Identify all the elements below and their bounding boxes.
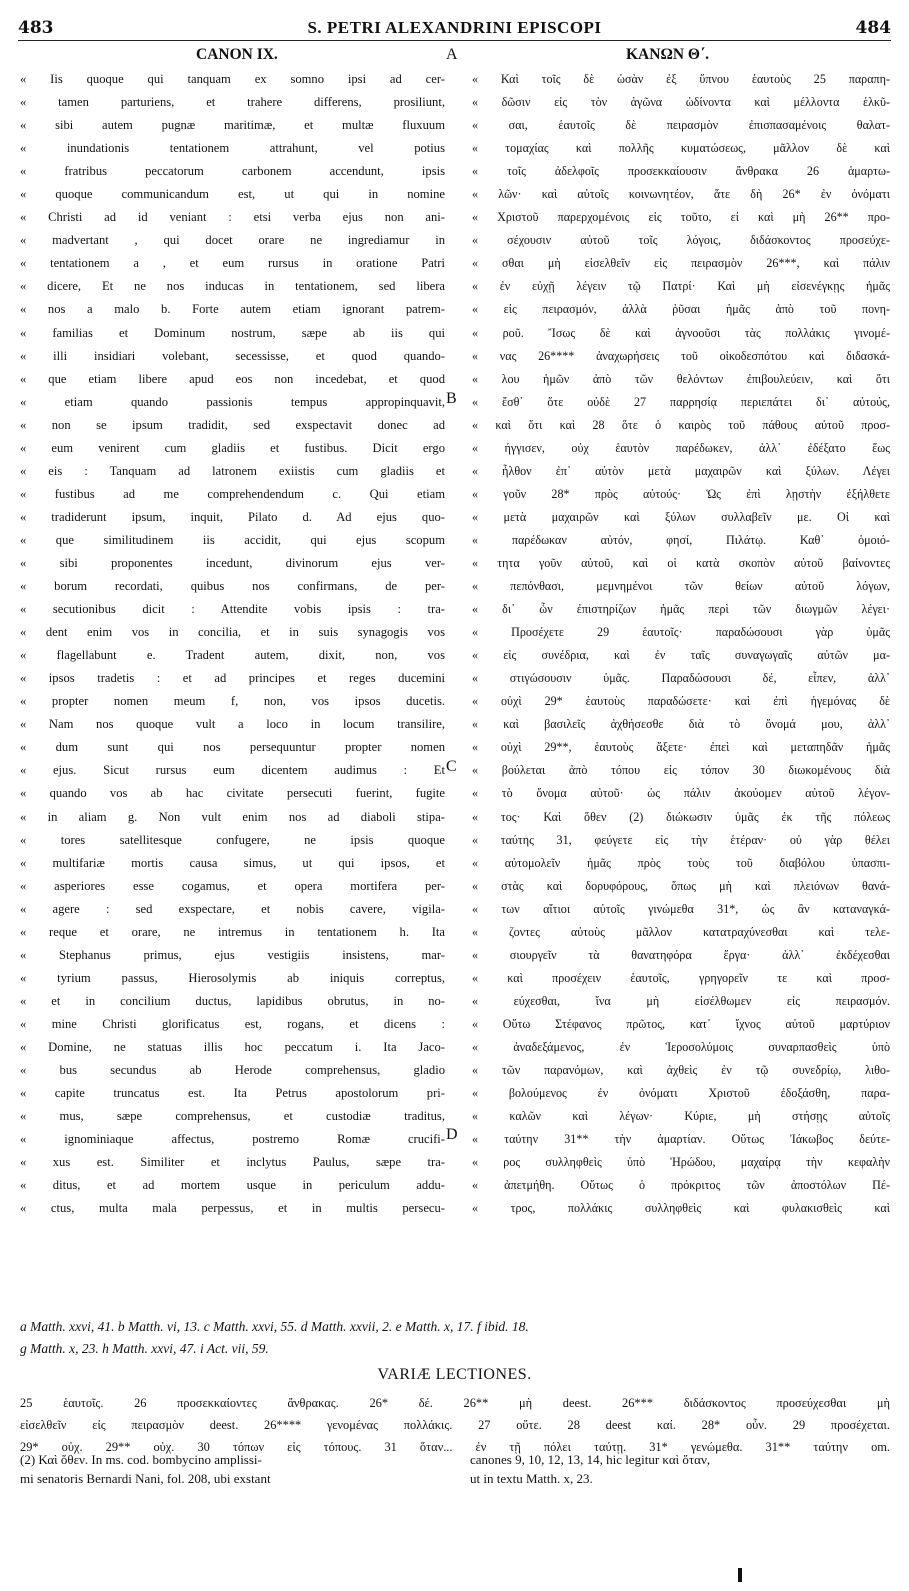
greek-text-line: « γοῦν 28* πρὸς αὐτούς· Ὡς ἐπὶ λῃστὴν ἐξήλθετε — [472, 486, 890, 501]
margin-letter-c: C — [446, 758, 457, 775]
greek-text-line: « νας 26**** ἀναχωρήσεις τοῦ οἰκοδεσπότου καὶ διδασκά- — [472, 348, 890, 363]
greek-text-line: « ζοντες αὐτοὺς μᾶλλον κατατραχύνεσθαι καὶ τελε- — [472, 924, 890, 939]
latin-text-line: « etiam quando passionis tempus appropinquavit, — [20, 394, 445, 409]
greek-text-line: « καὶ βασιλεῖς ἀχθήσεσθε διὰ τὸ ὄνομά μου, ἀλλ᾿ — [472, 717, 890, 732]
latin-text-line: « tamen parturiens, et trahere differens, prosiliunt, — [20, 95, 445, 110]
greek-text-line: « βούλεται ἀπὸ τόπου εἰς τόπον 30 διωκομένους διὰ — [472, 763, 890, 778]
latin-text-line: « bus secundus ab Herode comprehensus, gladio — [20, 1063, 445, 1078]
footnote-line: g Matth. x, 23. h Matth. xxvi, 47. i Act. vii, 59. — [20, 1341, 269, 1356]
greek-text-line: « σαι, ἑαυτοῖς δὲ πειρασμὸν ἐπισπασαμένοις θαλατ- — [472, 118, 890, 133]
greek-text-line: « σέχουσιν αὐτοῦ τοῖς λόγοις, διδάσκοντος προσεύχε- — [472, 233, 890, 248]
greek-text-line: « Καὶ τοῖς δὲ ὡσὰν ἐξ ὕπνου ἑαυτοὺς 25 παραπη- — [472, 72, 890, 86]
latin-text-line: « fustibus ad me comprehendendum c. Qui etiam — [20, 486, 445, 501]
latin-text-line: « sibi autem pugnæ maritimæ, et multæ fluxuum — [20, 118, 445, 133]
latin-text-line: « madvertant , qui docet orare ne ingrediamur in — [20, 233, 445, 248]
note-line: mi senatoris Bernardi Nani, fol. 208, ubi exstant — [20, 1471, 271, 1486]
margin-letter-d: D — [446, 1126, 458, 1143]
latin-text-line: « ditus, et ad mortem usque in periculum addu- — [20, 1178, 445, 1193]
latin-text-line: « Nam nos quoque vult a loco in locum transilire, — [20, 717, 445, 732]
latin-text-line: « multifariæ mortis causa simus, ut qui ipsos, et — [20, 855, 445, 870]
greek-text-line: « βολούμενος ἐν ὀνόματι Χριστοῦ ἐδοξάσθη, παρα- — [472, 1086, 890, 1101]
greek-text-line: « πεπόνθασι, μεμνημένοι τῶν θείων αὐτοῦ λόγων, — [472, 579, 890, 594]
latin-text-line: « inundationis tentationem attrahunt, vel potius — [20, 141, 445, 156]
latin-text-line: « propter nomen meum f, non, vos ipsos ducetis. — [20, 694, 445, 709]
running-title: S. PETRI ALEXANDRINI EPISCOPI — [307, 18, 602, 37]
latin-text-line: « que etiam libere apud eos non incedebat, et quod — [20, 371, 445, 386]
note-right-column — [470, 1450, 890, 1488]
latin-text-line: « non se ipsum tradidit, sed exspectavit donec ad — [20, 417, 445, 432]
page-header — [0, 18, 909, 40]
greek-text-line: « εύχεσθαι, ἵνα μὴ εἰσέλθωμεν εἰς πειρασμόν. — [472, 993, 890, 1008]
greek-text-line: « των αἴτιοι αὐτοῖς γινώμεθα 31*, ὡς ἂν καταναγκά- — [472, 901, 890, 916]
latin-text-line: « ipsos tradetis : et ad principes et reges ducemini — [20, 671, 445, 686]
variae-lectiones — [20, 1392, 890, 1458]
note-line: ut in textu Matth. x, 23. — [470, 1471, 593, 1486]
greek-text-line: « τομαχίας καὶ πολλῆς κυματώσεως, μᾶλλον δὲ καὶ — [472, 141, 890, 156]
latin-text-line: « mus, sæpe comprehensus, et custodiæ traditus, — [20, 1109, 445, 1124]
greek-text-line: « καλῶν καὶ λέγων· Κύριε, μὴ στήσῃς αὐτοῖς — [472, 1109, 890, 1124]
latin-text-line: « borum recordati, quibus nos confirmans, de per- — [20, 579, 445, 594]
greek-text-line: « Οὕτω Στέφανος πρῶτος, κατ᾿ ἴχνος αὐτοῦ μαρτύριον — [472, 1016, 890, 1031]
greek-text-line: « οὐχὶ 29**, ἑαυτοὺς ἄξετε· ἐπεὶ καὶ μεταπηδᾶν ἡμᾶς — [472, 740, 890, 755]
note-left-column — [20, 1450, 460, 1488]
greek-text-line: « ταύτης 31, φεύγετε εἰς τὴν ἑτέραν· οὐ γὰρ θέλει — [472, 832, 890, 847]
greek-text-line: « τρος, πολλάκις συλληφθεὶς καὶ φυλακισθεὶς καὶ — [472, 1201, 890, 1216]
latin-text-line: « et in concilium ductus, lapidibus obrutus, in no- — [20, 993, 445, 1008]
latin-text-line: « tores satellitesque confugere, ne ipsis quoque — [20, 832, 445, 847]
note-line: canones 9, 10, 12, 13, 14, hic legitur καὶ ὅταν, — [470, 1452, 711, 1467]
greek-text-line: « καὶ ὅτι καὶ 28 ὅτε ὁ καιρὸς τοῦ πάθους αὐτοῦ προσ- — [472, 417, 890, 432]
greek-text-line: « ἐν εὐχῇ λέγειν τῷ Πατρί· Καὶ μὴ εἰσενέγκῃς ἡμᾶς — [472, 279, 890, 294]
latin-text-line: « ejus. Sicut rursus eum dicentem audimus : Et — [20, 763, 445, 778]
header-rule — [18, 40, 891, 41]
greek-text-line: « τος· Καὶ ὅθεν (2) διώκωσιν ὑμᾶς ἐκ τῆς πόλεως — [472, 809, 890, 824]
greek-text-line: « οὐχὶ 29* ἑαυτοὺς παραδώσετε· καὶ ἐπὶ ἡγεμόνας δὲ — [472, 694, 890, 709]
latin-text-line: « quando vos ab hac civitate persecuti fuerint, fugite — [20, 786, 445, 801]
latin-text-line: « quoque communicandum est, ut qui in nomine — [20, 187, 445, 202]
greek-text-line: « αὐτομολεῖν ἡμᾶς πρὸς τοὺς τοῦ διαβόλου ὑπασπι- — [472, 855, 890, 870]
variant-reading-line: εἰσελθεῖν εἰς πειρασμὸν deest. 26**** γενομένας πολλάκις. 27 οὔτε. 28 deest καί. 28* οὖν. 29 προσέχεται. — [20, 1418, 890, 1432]
printer-mark — [738, 1568, 742, 1582]
greek-text-line: « δῶσιν εἰς τὸν ἀγῶνα ὠδίνοντα καὶ μέλλοντα ἑλκῦ- — [472, 95, 890, 110]
latin-text-line: « Domine, ne statuas illis hoc peccatum i. Ita Jaco- — [20, 1039, 445, 1054]
footnote-line: a Matth. xxvi, 41. b Matth. vi, 13. c Matth. xxvi, 55. d Matth. xxvii, 2. e Matth. x, 17. f ibid. 18. — [20, 1319, 529, 1334]
greek-text-line: « λῶν· καὶ αὐτοῖς κοινωνητέον, ἅτε δὴ 26* ἐν ὀνόματι — [472, 187, 890, 202]
greek-text-line: « εἰς συνέδρια, καὶ ἐν ταῖς συναγωγαῖς αὐτῶν μα- — [472, 648, 890, 663]
greek-text-line: « ἀναδεξάμενος, ἐν Ἱεροσολύμοις συναρπασθεὶς ὑπὸ — [472, 1039, 890, 1054]
greek-text-line: « λου ἡμῶν ἀπὸ τῶν θελόντων ἐπιβουλεύειν, καὶ ὅτι — [472, 371, 890, 386]
latin-text-line: « secutionibus dicit : Attendite vobis ipsis : tra- — [20, 602, 445, 617]
greek-text-line: « τὸ ὄνομα αὐτοῦ· ὡς πάλιν ἀκούομεν αὐτοῦ λέγον- — [472, 786, 890, 801]
latin-text-line: « tentationem a , et eum rursus in oratione Patri — [20, 256, 445, 271]
greek-text-line: « σιουργεῖν τὰ θανατηφόρα ἔργα· ἀλλ᾿ ἐκδέχεσθαι — [472, 947, 890, 962]
variant-reading-line: 29* οὐχ. 29** οὐχ. 30 τόπων εἰς τόπους. 31 ὅταν... ἐν τῇ πόλει ταύτῃ. 31* γενώμεθα. 31** ταύτην om. — [20, 1440, 890, 1454]
page-number-left: 483 — [18, 18, 54, 38]
latin-text-line: « in aliam g. Non vult enim nos ad diaboli stipa- — [20, 809, 445, 824]
greek-text-line: « στιγώσουσιν ὑμᾶς. Παραδώσουσι δέ, εἶπεν, ἀλλ᾿ — [472, 671, 890, 686]
page-number-right: 484 — [855, 18, 891, 38]
latin-text-line: « Iis quoque qui tanquam ex somno ipsi ad cer- — [20, 72, 445, 86]
latin-text-line: « tradiderunt ipsum, inquit, Pilato d. Ad ejus quo- — [20, 509, 445, 524]
latin-text-line: « mine Christi glorificatus est, rogans, et dicens : — [20, 1016, 445, 1031]
latin-text-line: « ctus, multa mala perpessus, et in multis persecu- — [20, 1201, 445, 1216]
greek-text-line: « ἔσθ᾿ ὅτε οὐδὲ 27 παρρησίᾳ περιεπάτει δι᾿ αὐτούς, — [472, 394, 890, 409]
greek-text-line: « Χριστοῦ παρερχομένοις εἰς τοῦτο, εἰ καὶ μὴ 26** προ- — [472, 210, 890, 225]
latin-text-line: « reque et orare, ne intremus in tentationem h. Ita — [20, 924, 445, 939]
latin-text-line: « familias et Dominum nostrum, sæpe ab iis qui — [20, 325, 445, 340]
margin-letter-b: B — [446, 390, 457, 407]
latin-text-line: « xus est. Similiter et inclytus Paulus, sæpe tra- — [20, 1155, 445, 1170]
latin-text-line: « capite truncatus est. Ita Petrus apostolorum pri- — [20, 1086, 445, 1101]
greek-text-line: « ήγγισεν, οὐχ ἑαυτὸν παρέδωκεν, ἀλλ᾿ ἐδέξατο ἕως — [472, 440, 890, 455]
greek-text-line: « σθαι μὴ εἰσελθεῖν εἰς πειρασμὸν 26***, καὶ πάλιν — [472, 256, 890, 271]
greek-text-line: « ταύτην 31** τὴν ἁμαρτίαν. Οὕτως Ἰάκωβος δεύτε- — [472, 1132, 890, 1147]
greek-text-line: « στὰς καὶ δορυφόρους, ὅπως μὴ καὶ πλειόνων θανά- — [472, 878, 890, 893]
latin-text-line: « nos a malo b. Forte autem etiam ignorant patrem- — [20, 302, 445, 317]
margin-letter-a: A — [446, 46, 458, 63]
right-column-title: ΚΑΝΩΝ Θ΄. — [626, 46, 710, 63]
latin-text-line: « ignominiaque affectus, postremo Romæ crucifi- — [20, 1132, 445, 1147]
latin-text-line: « eum venirent cum gladiis et fustibus. Dicit ergo — [20, 440, 445, 455]
greek-text-line: « δι᾿ ὧν ἐπιστηρίζων ἡμᾶς περὶ τῶν διωγμῶν λέγει· — [472, 602, 890, 617]
variae-lectiones-title: VARIÆ LECTIONES. — [377, 1366, 532, 1383]
left-column-title: CANON IX. — [196, 46, 278, 63]
latin-text-line: « agere : sed exspectare, et nobis cavere, vigila- — [20, 901, 445, 916]
latin-text-line: « illi insidiari volebant, secessisse, et quod quando- — [20, 348, 445, 363]
greek-text-line: « τητα γοῦν αὐτοῦ, καὶ οἱ κατὰ σκοπὸν αὐτοῦ βαίνοντες — [472, 555, 890, 570]
greek-text-line: « τοῖς ἀδελφοῖς προσεκκαίουσιν ἄνθρακα 26 ἁμαρτω- — [472, 164, 890, 179]
greek-text-line: « καὶ προσέχειν ἑαυτοῖς, γρηγορεῖν τε καὶ προσ- — [472, 970, 890, 985]
footnotes — [20, 1316, 890, 1360]
latin-text-column — [20, 68, 445, 1220]
latin-text-line: « eis : Tanquam ad latronem exiistis cum gladiis et — [20, 463, 445, 478]
greek-text-line: « μετὰ μαχαιρῶν καὶ ξύλων συλλαβεῖν με. Οἱ καὶ — [472, 509, 890, 524]
greek-text-line: « εἰς πειρασμόν, ἀλλὰ ῥῦσαι ἡμᾶς ἀπὸ τοῦ πονη- — [472, 302, 890, 317]
latin-text-line: « fratribus peccatorum carbonem accendunt, ipsis — [20, 164, 445, 179]
latin-text-line: « flagellabunt e. Tradent autem, dixit, non, vos — [20, 648, 445, 663]
latin-text-line: « dicere, Et ne nos inducas in tentationem, sed libera — [20, 279, 445, 294]
latin-text-line: « dum sunt qui nos persequuntur propter nomen — [20, 740, 445, 755]
latin-text-line: « que similitudinem iis accidit, qui ejus scopum — [20, 532, 445, 547]
greek-text-line: « ἀπετμήθη. Οὕτως ὁ πρόκριτος τῶν ἀποστόλων Πέ- — [472, 1178, 890, 1193]
latin-text-line: « dent enim vos in concilia, et in suis synagogis vos — [20, 625, 445, 640]
variant-reading-line: 25 ἑαυτοῖς. 26 προσεκκαίοντες ἄνθρακας. 26* δέ. 26** μὴ deest. 26*** διδάσκοντος προσεύχεσθαι μὴ — [20, 1396, 890, 1410]
note-line: (2) Καὶ ὅθεν. In ms. cod. bombycino amplissi- — [20, 1452, 262, 1467]
greek-text-line: « Προσέχετε 29 ἑαυτοῖς· παραδώσουσι γὰρ ὑμᾶς — [472, 625, 890, 640]
latin-text-line: « Christi ad id veniant : etsi verba ejus non ani- — [20, 210, 445, 225]
latin-text-line: « sibi proponentes incedunt, divinorum ejus ver- — [20, 555, 445, 570]
latin-text-line: « Stephanus primus, ejus vestigiis insistens, mar- — [20, 947, 445, 962]
greek-text-line: « τῶν παρανόμων, καὶ ἀχθεὶς ἐν τῷ συνεδρίῳ, λιθο- — [472, 1063, 890, 1078]
latin-text-line: « asperiores esse cogamus, et opera mortifera per- — [20, 878, 445, 893]
greek-text-line: « ρος συλληφθεὶς ὑπὸ Ἡρώδου, μαχαίρᾳ τὴν κεφαλὴν — [472, 1155, 890, 1170]
greek-text-line: « παρέδωκαν αὐτόν, φησί, Πιλάτῳ. Καθ᾿ ὁμοιό- — [472, 532, 890, 547]
greek-text-line: « ροῦ. Ἴσως δὲ καὶ ἀγνοοῦσι τὰς πολλάκις γινομέ- — [472, 325, 890, 340]
latin-text-line: « tyrium passus, Hierosolymis ab iniquis correptus, — [20, 970, 445, 985]
greek-text-line: « ἦλθον ἐπ᾿ αὐτὸν μετὰ μαχαιρῶν καὶ ξύλων. Λέγει — [472, 463, 890, 478]
greek-text-column — [472, 68, 890, 1220]
